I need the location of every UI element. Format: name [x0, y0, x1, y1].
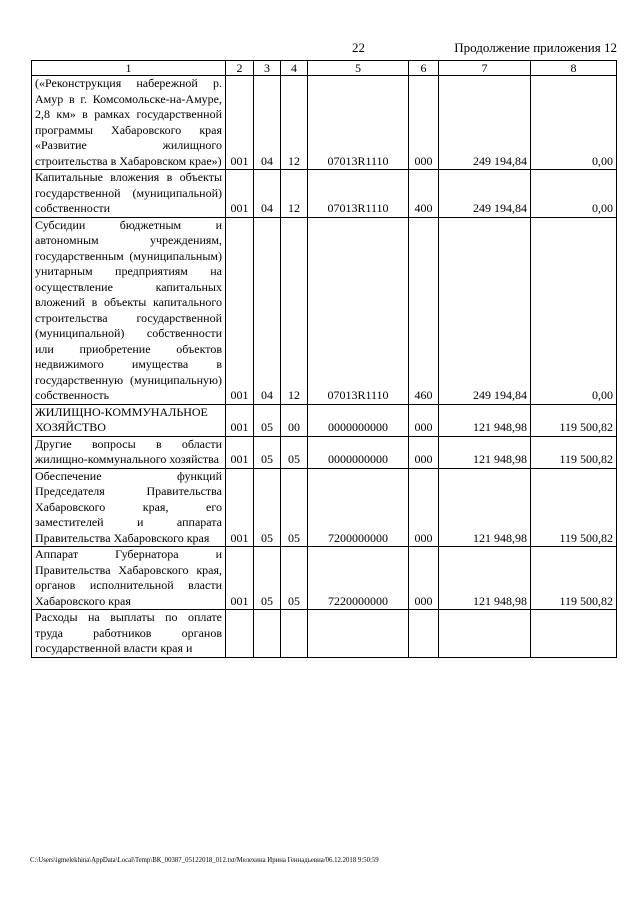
ved-code: [226, 610, 254, 658]
row-name: Аппарат Губернатора и Правительства Хабаровского края, органов исполнительной власти Хабаровского края: [32, 547, 226, 610]
row-name: ЖИЛИЩНО-КОММУНАЛЬНОЕ ХОЗЯЙСТВО: [32, 404, 226, 436]
ved-code: 001: [226, 404, 254, 436]
target-article-code: 7220000000: [308, 547, 409, 610]
expense-type-code: 000: [409, 436, 439, 468]
sum-value-1: 121 948,98: [439, 404, 531, 436]
ved-code: 001: [226, 76, 254, 170]
sum-value-2: [531, 610, 617, 658]
expense-type-code: 460: [409, 217, 439, 404]
file-path-footer: C:\Users\igmelekhina\AppData\Local\Temp\ВК_00387_05122018_012.txt/Мелехина Ирина Геннадьевна/06.12.2018 9:50:59: [30, 857, 379, 864]
section-code: 05: [254, 468, 281, 547]
table-row: [32, 436, 617, 468]
subsection-code: 05: [281, 547, 308, 610]
section-code: 05: [254, 404, 281, 436]
target-article-code: [308, 610, 409, 658]
subsection-code: [281, 610, 308, 658]
header-row: [32, 61, 617, 76]
sum-value-2: 119 500,82: [531, 468, 617, 547]
target-article-code: 7200000000: [308, 468, 409, 547]
ved-code: 001: [226, 436, 254, 468]
ved-code: 001: [226, 468, 254, 547]
target-article-code: 07013R1110: [308, 170, 409, 218]
column-header: 1: [32, 61, 226, 76]
sum-value-2: 0,00: [531, 170, 617, 218]
expense-type-code: [409, 610, 439, 658]
table-row: [32, 468, 617, 547]
column-header: 7: [439, 61, 531, 76]
section-code: 04: [254, 217, 281, 404]
section-code: 04: [254, 76, 281, 170]
expense-type-code: 400: [409, 170, 439, 218]
section-code: 04: [254, 170, 281, 218]
target-article-code: 0000000000: [308, 436, 409, 468]
row-name: Расходы на выплаты по оплате труда работников органов государственной власти края и: [32, 610, 226, 658]
subsection-code: 12: [281, 170, 308, 218]
ved-code: 001: [226, 217, 254, 404]
expense-type-code: 000: [409, 76, 439, 170]
expense-type-code: 000: [409, 468, 439, 547]
ved-code: 001: [226, 170, 254, 218]
subsection-code: 12: [281, 217, 308, 404]
column-header: 3: [254, 61, 281, 76]
sum-value-2: 119 500,82: [531, 436, 617, 468]
sum-value-1: 249 194,84: [439, 217, 531, 404]
subsection-code: 05: [281, 436, 308, 468]
sum-value-1: [439, 610, 531, 658]
sum-value-1: 121 948,98: [439, 547, 531, 610]
column-header: 5: [308, 61, 409, 76]
target-article-code: 07013R1110: [308, 76, 409, 170]
sum-value-1: 249 194,84: [439, 170, 531, 218]
sum-value-1: 121 948,98: [439, 468, 531, 547]
column-header: 2: [226, 61, 254, 76]
sum-value-2: 119 500,82: [531, 404, 617, 436]
row-name: («Реконструкция набережной р. Амур в г. Комсомольске-на-Амуре, 2,8 км» в рамках государственной программы Хабаровского края «Развитие жилищного строительства в Хабаровском крае»): [32, 76, 226, 170]
ved-code: 001: [226, 547, 254, 610]
sum-value-1: 121 948,98: [439, 436, 531, 468]
column-header: 8: [531, 61, 617, 76]
row-name: Капитальные вложения в объекты государственной (муниципальной) собственности: [32, 170, 226, 218]
section-code: [254, 610, 281, 658]
expense-type-code: 000: [409, 404, 439, 436]
sum-value-2: 0,00: [531, 217, 617, 404]
budget-table: [31, 60, 617, 658]
row-name: Субсидии бюджетным и автономным учреждениям, государственным (муниципальным) унитарным предприятиям на осуществление капитальных вложений в объекты капитального строительства государственной (муниципальной) собственности или приобретение объектов недвижимого имущества в государственную (муниципальную) собственность: [32, 217, 226, 404]
table-row: [32, 610, 617, 658]
expense-type-code: 000: [409, 547, 439, 610]
table-row: [32, 76, 617, 170]
sum-value-2: 0,00: [531, 76, 617, 170]
table-row: [32, 404, 617, 436]
sum-value-1: 249 194,84: [439, 76, 531, 170]
target-article-code: 07013R1110: [308, 217, 409, 404]
column-header: 4: [281, 61, 308, 76]
table-row: [32, 547, 617, 610]
row-name: Другие вопросы в области жилищно-коммунального хозяйства: [32, 436, 226, 468]
page-number: 22: [352, 40, 365, 55]
table-row: [32, 217, 617, 404]
row-name: Обеспечение функций Председателя Правительства Хабаровского края, его заместителей и аппарата Правительства Хабаровского края: [32, 468, 226, 547]
section-code: 05: [254, 547, 281, 610]
sum-value-2: 119 500,82: [531, 547, 617, 610]
subsection-code: 05: [281, 468, 308, 547]
target-article-code: 0000000000: [308, 404, 409, 436]
continuation-label: Продолжение приложения 12: [454, 40, 617, 55]
subsection-code: 12: [281, 76, 308, 170]
column-header: 6: [409, 61, 439, 76]
subsection-code: 00: [281, 404, 308, 436]
section-code: 05: [254, 436, 281, 468]
table-row: [32, 170, 617, 218]
